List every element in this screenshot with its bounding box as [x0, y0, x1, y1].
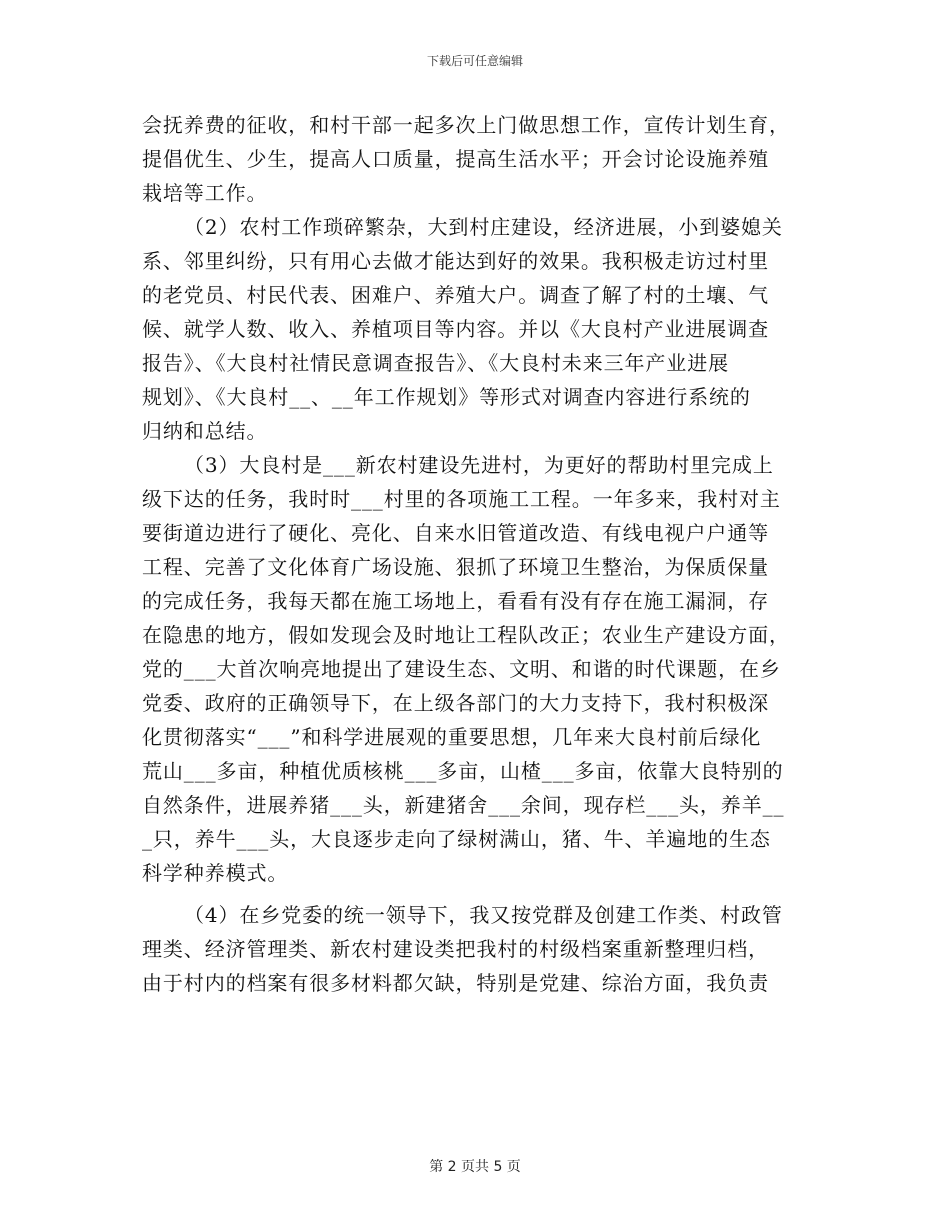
text-line: 在隐患的地方，假如发现会及时地让工程队改正；农业生产建设方面，: [142, 623, 790, 647]
text-line: 科学种养模式。: [142, 861, 289, 885]
page-header: 下载后可任意编辑: [426, 54, 523, 68]
text-line: 候、就学人数、收入、养植项目等内容。并以《大良村产业进展调查: [142, 317, 769, 341]
text-line: 工程、完善了文化体育广场设施、狠抓了环境卫生整治，为保质保量: [142, 555, 769, 579]
text-line: 归纳和总结。: [142, 419, 268, 443]
paragraph-4-first-line: （4）在乡党委的统一领导下，我又按党群及创建工作类、村政管: [184, 903, 783, 927]
text-line: 规划》、《大良村__、__年工作规划》等形式对调查内容进行系统的: [142, 385, 751, 409]
text-line: 的老党员、村民代表、困难户、养殖大户。调查了解了村的土壤、气: [142, 283, 769, 307]
text-line: 理类、经济管理类、新农村建设类把我村的村级档案重新整理归档，: [142, 937, 769, 961]
document-body: [142, 108, 810, 1000]
page-footer: 第 2 页共 5 页: [429, 1159, 521, 1175]
text-line: 化贯彻落实“___”和科学进展观的重要思想，几年来大良村前后绿化: [142, 725, 762, 749]
text-line: 要街道边进行了硬化、亮化、自来水旧管道改造、有线电视户户通等: [142, 521, 769, 545]
text-line: 报告》、《大良村社情民意调查报告》、《大良村未来三年产业进展: [142, 351, 729, 375]
text-line: _只，养牛___头，大良逐步走向了绿树满山，猪、牛、羊遍地的生态: [142, 827, 771, 851]
text-line: 级下达的任务，我时时___村里的各项施工工程。一年多来，我村对主: [142, 487, 781, 511]
text-line: 自然条件，进展养猪___头，新建猪舍___余间，现存栏___头，养羊__: [142, 793, 785, 817]
text-line: 党的___大首次响亮地提出了建设生态、文明、和谐的时代课题，在乡: [142, 657, 781, 681]
text-line: 会抚养费的征收，和村干部一起多次上门做思想工作，宣传计划生育，: [142, 113, 790, 137]
text-line: 栽培等工作。: [142, 181, 268, 205]
text-line: 由于村内的档案有很多材料都欠缺，特别是党建、综治方面，我负责: [142, 971, 769, 995]
text-line: 党委、政府的正确领导下，在上级各部门的大力支持下，我村积极深: [142, 691, 769, 715]
paragraph-2-first-line: （2）农村工作琐碎繁杂，大到村庄建设，经济进展，小到婆媳关: [184, 215, 783, 239]
text-line: 的完成任务，我每天都在施工场地上，看看有没有存在施工漏洞，存: [142, 589, 769, 613]
text-line: 荒山___多亩，种植优质核桃___多亩，山楂___多亩，依靠大良特别的: [142, 759, 784, 783]
text-line: 提倡优生、少生，提高人口质量，提高生活水平；开会讨论设施养殖: [142, 147, 769, 171]
paragraph-3-first-line: （3）大良村是___新农村建设先进村，为更好的帮助村里完成上: [184, 453, 774, 477]
text-line: 系、邻里纠纷，只有用心去做才能达到好的效果。我积极走访过村里: [142, 249, 769, 273]
